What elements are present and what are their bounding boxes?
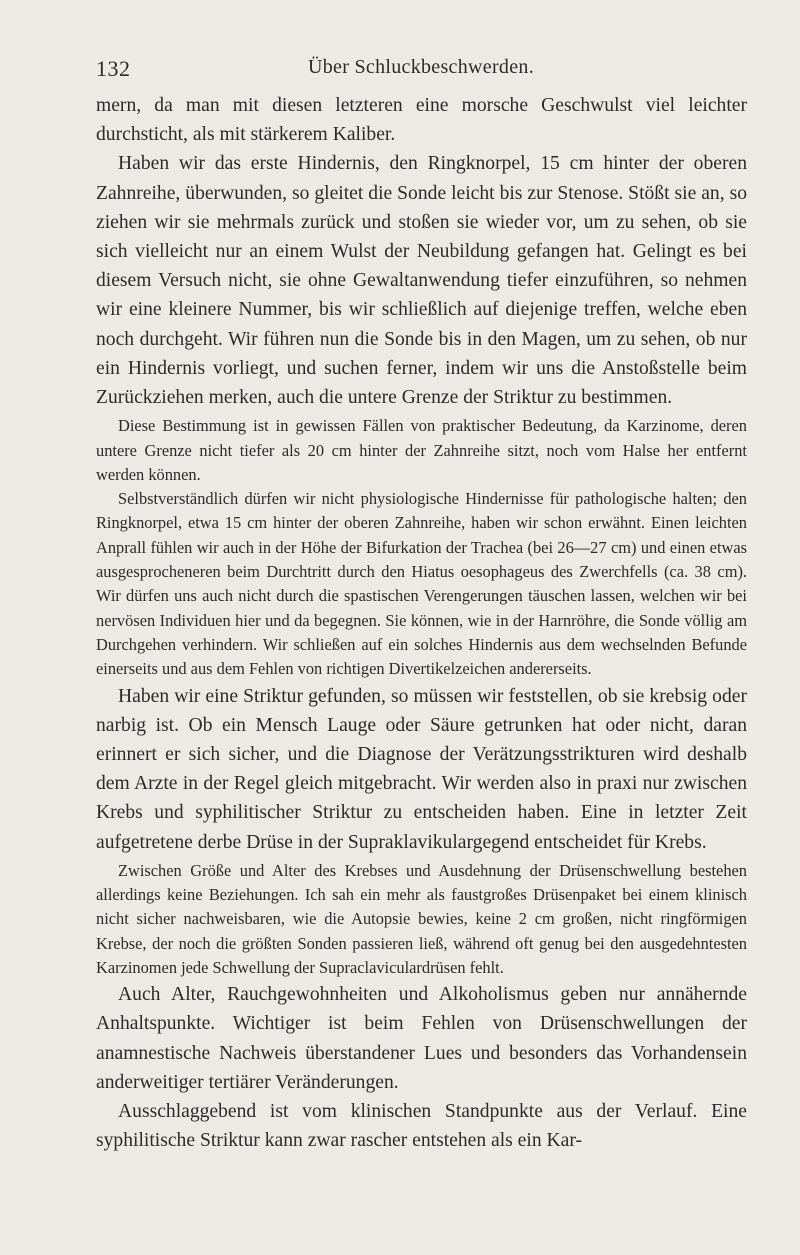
paragraph-striktur-diagnose: Haben wir eine Striktur gefunden, so müssen wir feststellen, ob sie krebsig oder narbig ist. Ob ein Mensch Lauge oder Säure getrunken hat oder nicht, daran erinnert er sich sicher, und die Diagnose der Verätzungsstrikturen wird deshalb dem Arzte in der Regel gleich mitgebracht. Wir werden also in praxi nur zwischen Krebs und syphilitischer Striktur zu entscheiden haben. Eine in letzter Zeit aufgetretene derbe Drüse in der Supraklavikulargegend entscheidet für Krebs. xyxy=(96,685,747,853)
page-header xyxy=(96,56,746,82)
paragraph-verlauf: Ausschlaggebend ist vom klinischen Standpunkte aus der Verlauf. Eine syphilitische Striktur kann zwar rascher entstehen als ein Kar- xyxy=(96,1101,747,1152)
paragraph-druesenschwellung-note: Zwischen Größe und Alter des Krebses und Ausdehnung der Drüsenschwellung bestehen allerdings keine Beziehungen. Ich sah ein mehr als faustgroßes Drüsenpaket bei einem klinisch nicht sicher nachweisbaren, wie die Autopsie bewies, keine 2 cm großen, nicht ringförmigen Krebse, der noch die größten Sonden passieren ließ, während oft genug bei den ausgedehntesten Karzinomen jede Schwellung der Supraclaviculardrüsen fehlt. xyxy=(96,860,747,977)
page-body xyxy=(96,91,747,1155)
paragraph-anhaltspunkte: Auch Alter, Rauchgewohnheiten und Alkoholismus geben nur annähernde Anhaltspunkte. Wichtiger ist beim Fehlen von Drüsenschwellungen der anamnestische Nachweis überstandener Lues und besonders das Vorhandensein anderweitiger tertiärer Veränderungen. xyxy=(96,984,747,1093)
paragraph-physiologische-hindernisse: Selbstverständlich dürfen wir nicht physiologische Hindernisse für pathologische halten; den Ringknorpel, etwa 15 cm hinter der oberen Zahnreihe, haben wir schon erwähnt. Einen leichten Anprall fühlen wir auch in der Höhe der Bifurkation der Trachea (bei 26—27 cm) und einen etwas ausgesprocheneren beim Durchtritt durch den Hiatus oesophageus des Zwerchfells (ca. 38 cm). Wir dürfen uns auch nicht durch die spastischen Verengerungen täuschen lassen, welchen wir bei nervösen Individuen hier und da begegnen. Sie können, wie in der Harnröhre, die Sonde völlig am Durchgehen verhindern. Wir schließen auf ein solches Hindernis aus dem wechselnden Befunde einerseits und aus dem Fehlen von richtigen Divertikelzeichen andererseits. xyxy=(96,489,747,679)
running-head: Über Schluckbeschwerden. xyxy=(307,56,534,78)
paragraph-bestimmung-note: Diese Bestimmung ist in gewissen Fällen von praktischer Bedeutung, da Karzinome, deren untere Grenze nicht tiefer als 20 cm hinter der Zahnreihe sitzt, noch vom Halse her entfernt werden können. xyxy=(96,416,747,484)
paragraph-sonde-procedure: Haben wir das erste Hindernis, den Ringknorpel, 15 cm hinter der oberen Zahnreihe, überwunden, so gleitet die Sonde leicht bis zur Stenose. Stößt sie an, so ziehen wir sie mehrmals zurück und stoßen sie wieder vor, um zu sehen, ob sie sich vielleicht nur an einem Wulst der Neubildung gefangen hat. Gelingt es bei diesem Versuch nicht, sie ohne Gewaltanwendung tiefer einzuführen, so nehmen wir eine kleinere Nummer, bis wir schließlich auf diejenige treffen, welche eben noch durchgeht. Wir führen nun die Sonde bis in den Magen, um zu sehen, ob nur ein Hindernis vorliegt, und suchen ferner, indem wir uns die Anstoßstelle beim Zurückziehen merken, auch die untere Grenze der Striktur zu bestimmen. xyxy=(96,153,747,409)
page-number: 132 xyxy=(96,56,131,81)
paragraph-continuation: mern, da man mit diesen letzteren eine morsche Geschwulst viel leichter durchsticht, als mit stärkerem Kaliber. xyxy=(96,95,747,146)
